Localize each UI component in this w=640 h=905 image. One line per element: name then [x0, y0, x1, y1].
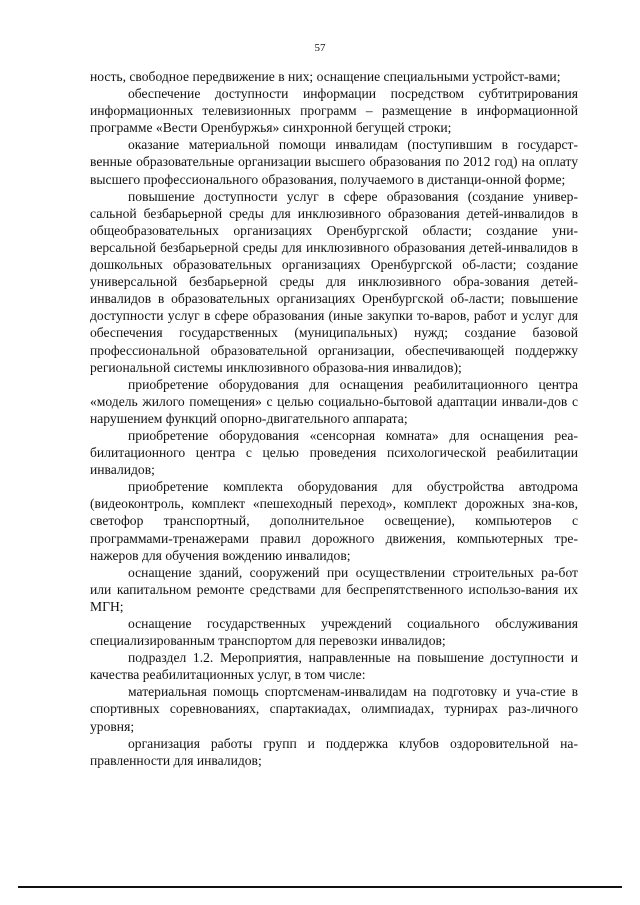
footer-rule	[18, 886, 622, 888]
paragraph: оснащение государственных учреждений социального обслуживания специализированным транспортом для перевозки инвалидов;	[90, 616, 578, 649]
paragraph: повышение доступности услуг в сфере образования (создание универ-сальной безбарьерной среды для инклюзивного образования детей-инвалидов в общеобразовательных организациях Оренбургской области; создание уни-версальной безбарьерной среды для инклюзивного образования детей-инвалидов в дошкольных образовательных организациях Оренбургской об-ласти; создание универсальной безбарьерной среды для инклюзивного обра-зования детей-инвалидов в образовательных организациях Оренбургской об-ласти; повышение доступности услуг в сфере образования (иные закупки то-варов, работ и услуг для обеспечения государственных (муниципальных) нужд; создание базовой профессиональной образовательной организации, обеспечивающей поддержку региональной системы инклюзивного образова-ния инвалидов);	[90, 188, 578, 375]
paragraph-continuation: ность, свободное передвижение в них; оснащение специальными устройст-вами;	[90, 69, 561, 84]
paragraph: оснащение зданий, сооружений при осуществлении строительных ра-бот или капитальном ремонте средствами для беспрепятственного использо-вания их МГН;	[90, 564, 578, 614]
subsection-heading: подраздел 1.2. Мероприятия, направленные на повышение доступности и качества реабилитационных услуг, в том числе:	[90, 650, 578, 683]
paragraph: приобретение оборудования для оснащения реабилитационного центра «модель жилого помещения» с целью социально-бытовой адаптации инвали-дов с нарушением функций опорно-двигательного аппарата;	[90, 376, 578, 426]
page-number: 57	[314, 42, 326, 54]
paragraph: обеспечение доступности информации посредством субтитрирования информационных телевизионных программ – размещение в информационной программе «Вести Оренбуржья» синхронной бегущей строки;	[90, 86, 578, 136]
paragraph: организация работы групп и поддержка клубов оздоровительной на-правленности для инвалидов;	[90, 735, 578, 768]
paragraph: материальная помощь спортсменам-инвалидам на подготовку и уча-стие в спортивных соревнованиях, спартакиадах, олимпиадах, турнирах раз-личного уровня;	[90, 684, 578, 734]
paragraph: оказание материальной помощи инвалидам (поступившим в государст-венные образовательные организации высшего образования по 2012 год) на оплату высшего профессионального образования, получаемого в дистанци-онной форме;	[90, 137, 578, 187]
paragraph: приобретение комплекта оборудования для обустройства автодрома (видеоконтроль, комплект «пешеходный переход», комплект дорожных зна-ков, светофор транспортный, дополнительное освещение), компьютеров с программами-тренажерами правил дорожного движения, компьютерных тре-нажеров для обучения вождению инвалидов;	[90, 479, 578, 563]
paragraph: приобретение оборудования «сенсорная комната» для оснащения реа-билитационного центра с целью проведения психологической реабилитации инвалидов;	[90, 427, 578, 478]
document-body	[90, 68, 578, 769]
